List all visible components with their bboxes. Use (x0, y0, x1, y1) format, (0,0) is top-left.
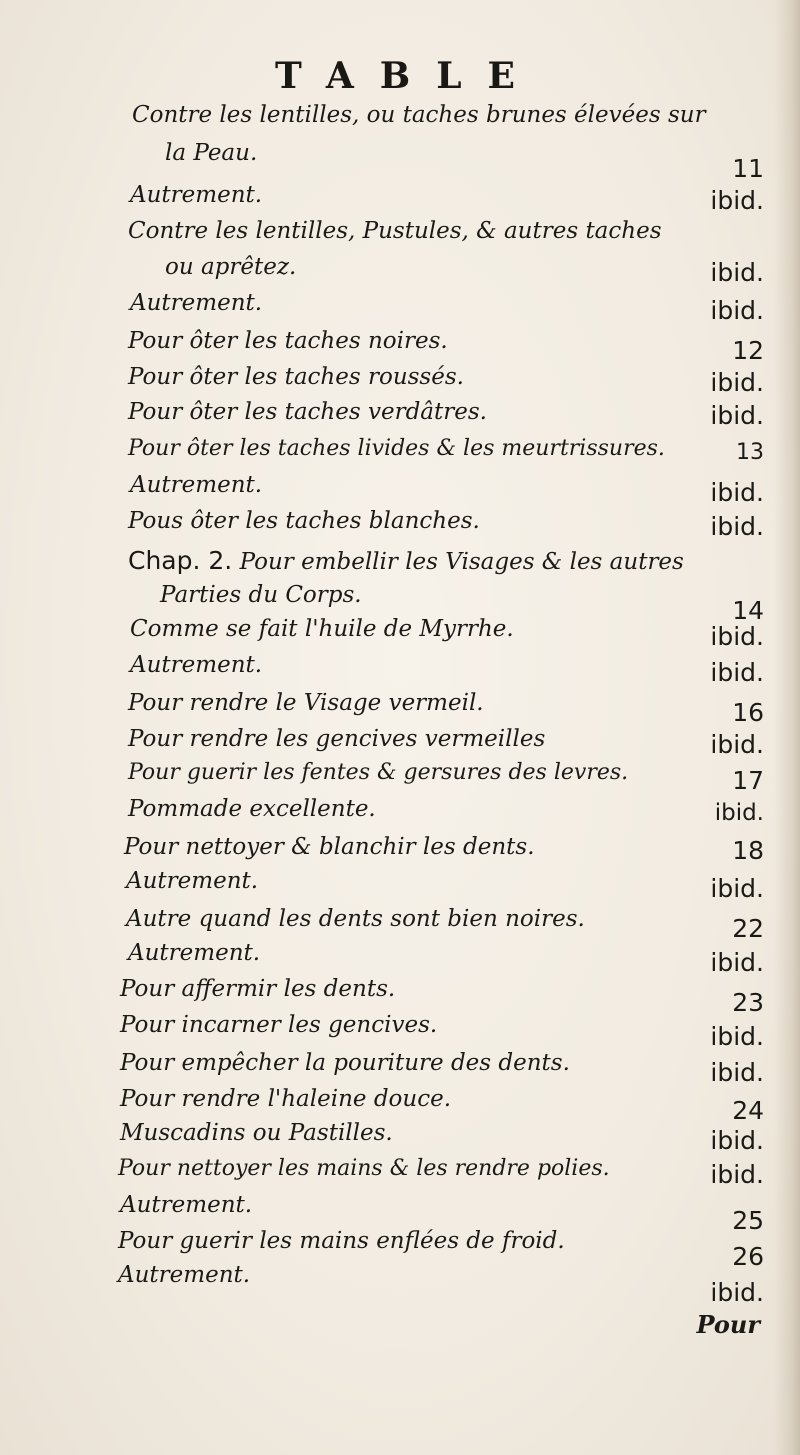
entry-title: Pous ôter les taches blanches. (128, 508, 480, 534)
table-entry (0, 102, 800, 142)
entry-title: Pour incarner les gencives. (120, 1012, 438, 1038)
entry-page-ref: ibid. (710, 874, 764, 903)
table-entry (0, 1262, 800, 1307)
entry-title: Pour rendre le Visage vermeil. (128, 690, 484, 716)
entry-title: Pour ôter les taches noires. (128, 328, 448, 354)
entry-page-ref: 26 (732, 1242, 764, 1271)
entry-title: Pour rendre les gencives vermeilles (128, 726, 546, 752)
table-entry (0, 868, 800, 908)
page-title: TABLE (275, 55, 541, 97)
entry-title: Contre les lentilles, ou taches brunes élevées sur (132, 102, 706, 128)
entry-page-ref: 16 (732, 698, 764, 727)
table-entry (0, 254, 800, 294)
entry-page-ref: 14 (732, 596, 764, 625)
entry-title: Autre quand les dents sont bien noires. (126, 906, 585, 932)
entry-title: Autrement. (130, 652, 263, 678)
entry-page-ref: 13 (736, 440, 764, 465)
chapter-label: Chap. 2. (128, 546, 233, 575)
entry-title: Autrement. (130, 182, 263, 208)
entry-title: Autrement. (128, 940, 261, 966)
entry-page-ref: ibid. (710, 296, 764, 325)
entry-title: Pour guerir les mains enflées de froid. (118, 1228, 565, 1254)
entry-title: Autrement. (118, 1262, 251, 1288)
table-entry (0, 616, 800, 656)
entry-page-ref: 11 (732, 154, 764, 183)
catchword: Pour (696, 1310, 760, 1339)
entry-page-ref: ibid. (710, 1126, 764, 1155)
entry-page-ref: ibid. (710, 1278, 764, 1307)
table-entry (0, 1192, 800, 1235)
table-entry (0, 690, 800, 730)
table-entry (0, 472, 800, 512)
entry-title: Pour ôter les taches roussés. (128, 364, 464, 390)
entry-title: Pour empêcher la pouriture des dents. (120, 1050, 570, 1076)
entry-title: Autrement. (130, 290, 263, 316)
entry-page-ref: ibid. (710, 948, 764, 977)
entry-title: Autrement. (120, 1192, 253, 1218)
entry-title (128, 546, 684, 575)
entry-title: Comme se fait l'huile de Myrrhe. (130, 616, 514, 642)
entry-page-ref: 22 (732, 914, 764, 943)
entry-page-ref: ibid. (710, 512, 764, 541)
entry-page-ref: ibid. (710, 1160, 764, 1189)
table-entry (0, 760, 800, 800)
entry-page-ref: 24 (732, 1096, 764, 1125)
table-entry (0, 976, 800, 1016)
entry-title: Autrement. (130, 472, 263, 498)
entry-page-ref: 25 (732, 1206, 764, 1235)
entry-page-ref: ibid. (710, 478, 764, 507)
table-entry (0, 182, 800, 222)
table-entry (0, 218, 800, 258)
entry-page-ref: 12 (732, 336, 764, 365)
entry-title: la Peau. (165, 140, 258, 166)
entry-title: Muscadins ou Pastilles. (120, 1120, 393, 1146)
table-entry (0, 1012, 800, 1052)
entry-page-ref: ibid. (710, 1058, 764, 1087)
table-entry (0, 436, 800, 476)
table-entry (0, 940, 800, 980)
chapter-title: Pour embellir les Visages & les autres (239, 549, 684, 575)
entry-title: Autrement. (126, 868, 259, 894)
table-entry (0, 364, 800, 404)
table-entry (0, 399, 800, 439)
table-entry (0, 1050, 800, 1090)
entry-page-ref: 18 (732, 836, 764, 865)
entry-page-ref: 17 (732, 766, 764, 795)
entry-page-ref: ibid. (710, 186, 764, 215)
table-entry (0, 140, 800, 183)
table-entry (0, 652, 800, 692)
entry-page-ref: ibid. (710, 730, 764, 759)
entry-page-ref: ibid. (710, 622, 764, 651)
chapter-heading-entry (0, 546, 800, 586)
entry-title: Pour affermir les dents. (120, 976, 396, 1002)
table-entry (0, 796, 800, 836)
entry-title: Pour rendre l'haleine douce. (120, 1086, 452, 1112)
entry-page-ref: ibid. (714, 800, 764, 826)
entry-title: Pour nettoyer les mains & les rendre polies. (118, 1156, 610, 1181)
entry-title: Pour guerir les fentes & gersures des levres. (128, 760, 629, 785)
entry-page-ref: ibid. (710, 658, 764, 687)
entry-page-ref: ibid. (710, 401, 764, 430)
table-entry (0, 1156, 800, 1196)
entry-page-ref: ibid. (710, 1022, 764, 1051)
entry-title: Contre les lentilles, Pustules, & autres taches (128, 218, 662, 244)
entry-title: Pour nettoyer & blanchir les dents. (124, 834, 535, 860)
entry-page-ref: 23 (732, 988, 764, 1017)
table-entry (0, 508, 800, 548)
entry-page-ref: ibid. (710, 258, 764, 287)
table-entry (0, 290, 800, 330)
entry-title: ou aprêtez. (165, 254, 297, 280)
entry-title: Pour ôter les taches verdâtres. (128, 399, 487, 425)
table-entry (0, 328, 800, 368)
entry-title: Parties du Corps. (160, 582, 362, 608)
entry-title: Pommade excellente. (128, 796, 376, 822)
entry-title: Pour ôter les taches livides & les meurtrissures. (128, 436, 665, 461)
entry-page-ref: ibid. (710, 368, 764, 397)
table-entry (0, 1120, 800, 1160)
